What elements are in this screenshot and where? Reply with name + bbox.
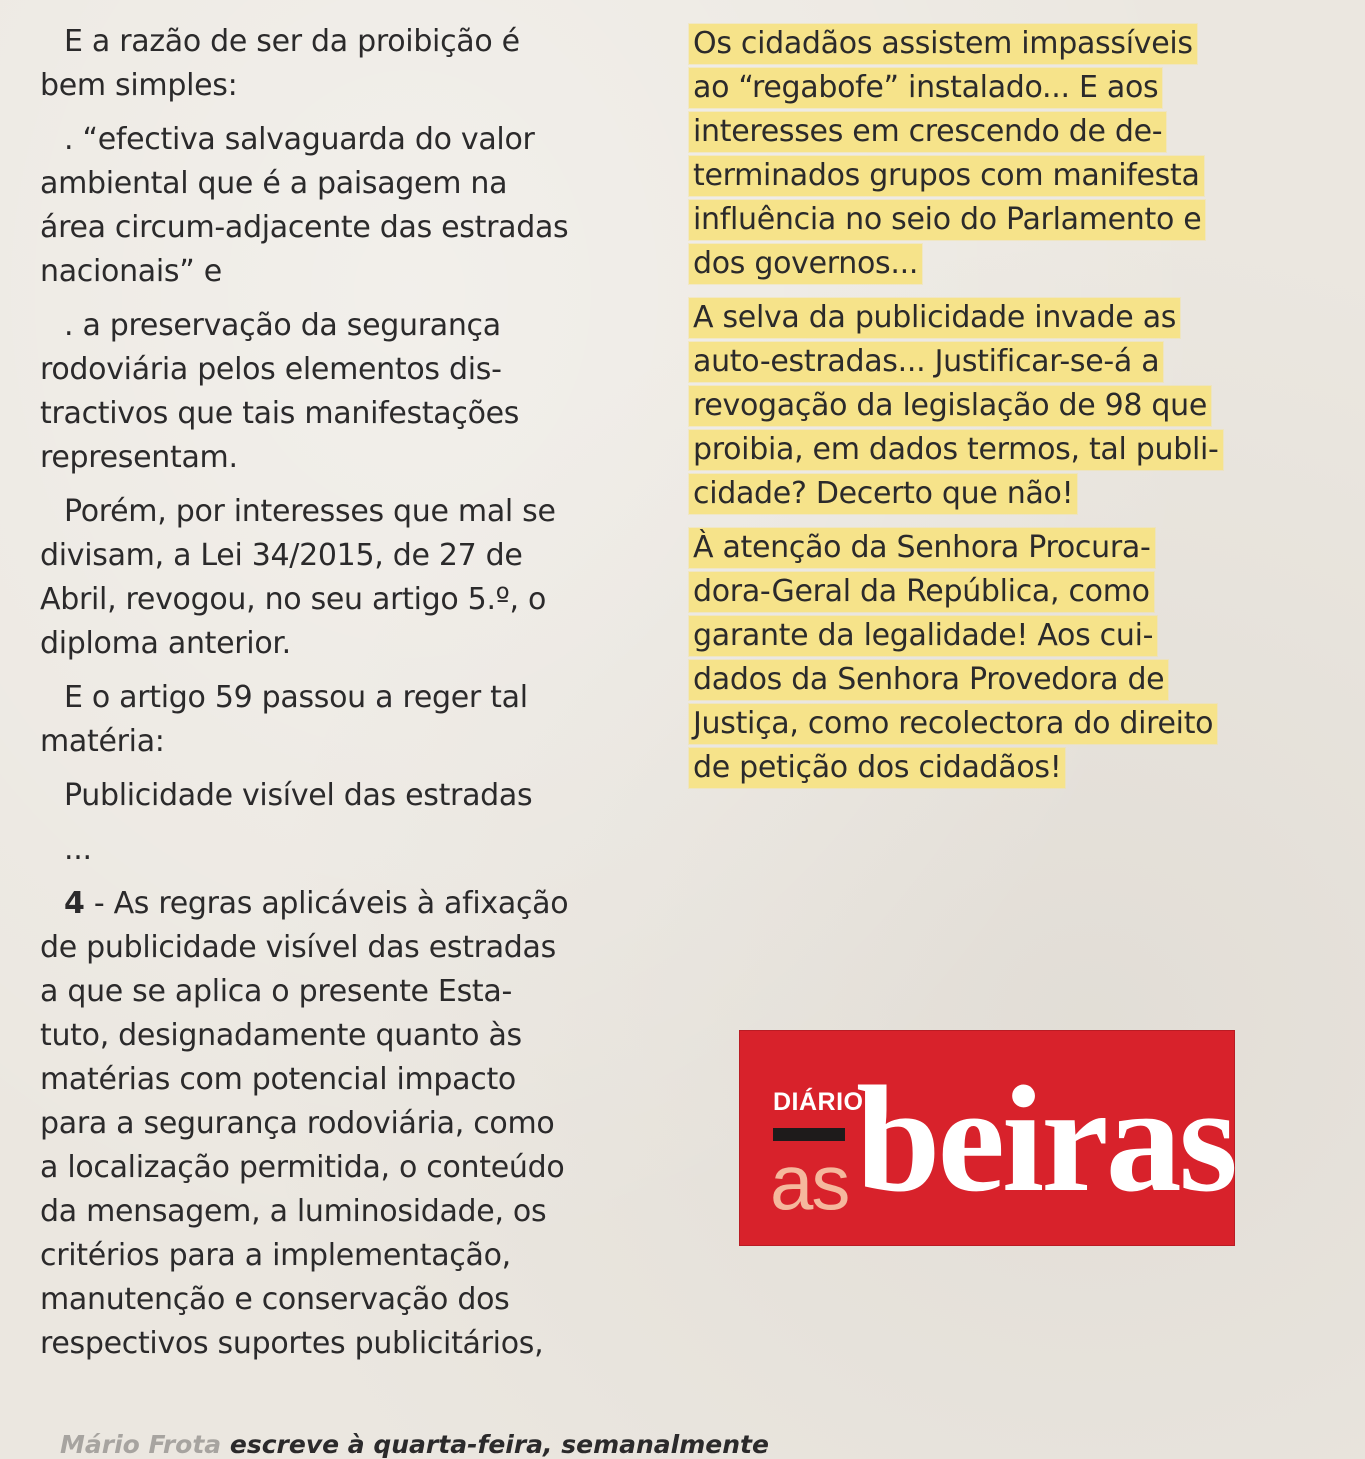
paragraph xyxy=(40,20,640,108)
paragraph xyxy=(40,118,640,294)
highlighted-line: dora-Geral da República, como xyxy=(689,572,1154,612)
text-line: de publicidade visível das estradas xyxy=(40,930,556,965)
text-line: respectivos suportes publicitários, xyxy=(40,1326,544,1361)
highlighted-line: interesses em crescendo de de- xyxy=(689,112,1166,152)
author-name: Mário Frota xyxy=(60,1430,222,1459)
text-line: área circum-adjacente das estradas xyxy=(40,210,569,245)
paragraph xyxy=(40,490,640,666)
text-line: Publicidade visível das estradas xyxy=(64,778,533,813)
highlighted-line: À atenção da Senhora Procura- xyxy=(689,528,1155,568)
highlighted-line: revogação da legislação de 98 que xyxy=(689,386,1211,426)
paragraph xyxy=(40,882,640,1366)
logo-as-text: as xyxy=(770,1138,849,1226)
left-column xyxy=(40,20,640,1376)
paragraph xyxy=(693,296,1293,516)
text-line: tuto, designadamente quanto às xyxy=(40,1018,522,1053)
highlighted-line: proibia, em dados termos, tal publi- xyxy=(689,430,1223,470)
paragraph xyxy=(40,676,640,764)
highlighted-line: de petição dos cidadãos! xyxy=(689,748,1065,788)
text-line: rodoviária pelos elementos dis- xyxy=(40,352,502,387)
text-line: para a segurança rodoviária, como xyxy=(40,1106,555,1141)
highlighted-line: cidade? Decerto que não! xyxy=(689,474,1077,514)
text-line: manutenção e conservação dos xyxy=(40,1282,510,1317)
text-line: . “efectiva salvaguarda do valor xyxy=(64,122,535,157)
text-line: matérias com potencial impacto xyxy=(40,1062,516,1097)
text-line: nacionais” e xyxy=(40,254,222,289)
highlighted-line: dos governos... xyxy=(689,244,922,284)
text-line: Porém, por interesses que mal se xyxy=(64,494,556,529)
text-line: E a razão de ser da proibição é xyxy=(64,24,520,59)
text-line: E o artigo 59 passou a reger tal xyxy=(64,680,528,715)
ellipsis: ... xyxy=(64,832,92,867)
logo-beiras-text: beiras xyxy=(856,1055,1235,1223)
text-line: . a preservação da segurança xyxy=(64,308,501,343)
text-line: ambiental que é a paisagem na xyxy=(40,166,508,201)
highlighted-line: ao “regabofe” instalado... E aos xyxy=(689,68,1162,108)
right-column-highlighted xyxy=(693,22,1293,800)
text-line: representam. xyxy=(40,440,238,475)
text-line: bem simples: xyxy=(40,68,238,103)
text-line: matéria: xyxy=(40,724,165,759)
paragraph xyxy=(693,22,1293,286)
text-line: divisam, a Lei 34/2015, de 27 de xyxy=(40,538,523,573)
logo-diario-text: DIÁRIO xyxy=(773,1088,864,1116)
paragraph xyxy=(693,526,1293,790)
highlighted-line: A selva da publicidade invade as xyxy=(689,298,1180,338)
text-line: tractivos que tais manifestações xyxy=(40,396,520,431)
text-line: Abril, revogou, no seu artigo 5.º, o xyxy=(40,582,547,617)
byline-text: escreve à quarta-feira, semanalmente xyxy=(221,1430,769,1459)
text-line: critérios para a implementação, xyxy=(40,1238,511,1273)
diario-as-beiras-logo xyxy=(739,1030,1235,1246)
paragraph xyxy=(40,774,640,818)
item-number: 4 xyxy=(64,886,85,921)
highlighted-line: garante da legalidade! Aos cui- xyxy=(689,616,1157,656)
text-line: da mensagem, a luminosidade, os xyxy=(40,1194,547,1229)
text-line: a localização permitida, o conteúdo xyxy=(40,1150,565,1185)
text-line xyxy=(40,882,640,926)
highlighted-line: Justiça, como recolectora do direito xyxy=(689,704,1217,744)
paragraph xyxy=(40,304,640,480)
highlighted-line: terminados grupos com manifesta xyxy=(689,156,1204,196)
highlighted-line: auto-estradas... Justificar-se-á a xyxy=(689,342,1163,382)
highlighted-line: Os cidadãos assistem impassíveis xyxy=(689,24,1197,64)
highlighted-line: influência no seio do Parlamento e xyxy=(689,200,1205,240)
paragraph xyxy=(40,828,640,872)
highlighted-line: dados da Senhora Provedora de xyxy=(689,660,1168,700)
author-byline xyxy=(60,1430,769,1459)
text-line: diploma anterior. xyxy=(40,626,291,661)
text-segment: - As regras aplicáveis à afixação xyxy=(84,886,569,921)
text-line: a que se aplica o presente Esta- xyxy=(40,974,512,1009)
